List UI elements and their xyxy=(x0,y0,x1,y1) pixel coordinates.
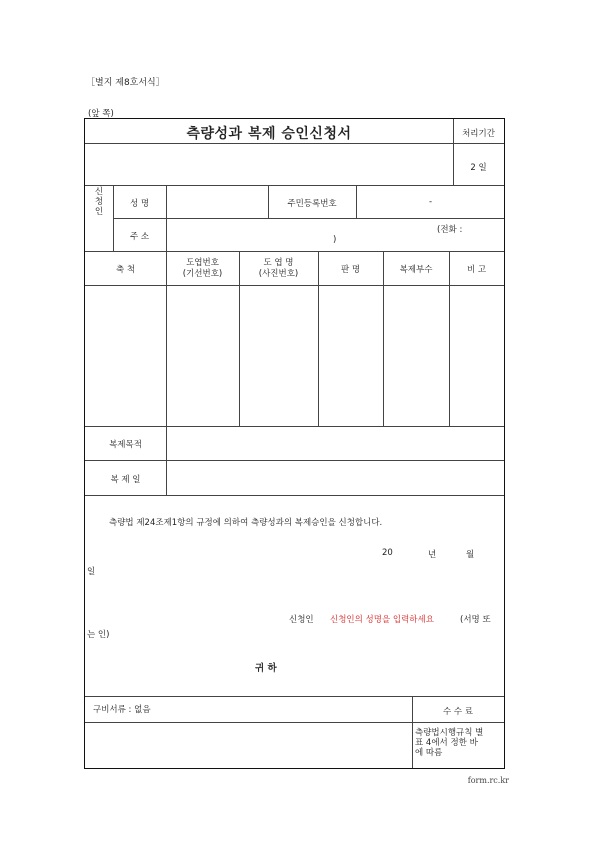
date-day-unit: 일 xyxy=(87,567,96,577)
copy-date-label: 복 제 일 xyxy=(110,475,141,485)
fee-label: 수 수 료 xyxy=(442,707,474,717)
address-label: 주 소 xyxy=(129,232,150,242)
edition-column-header: 판 명 xyxy=(340,265,361,275)
name-field[interactable] xyxy=(167,186,267,218)
sheet-name-column-header: 도 엽 명 (사진번호) xyxy=(258,258,299,279)
processing-period-value: 2 일 xyxy=(470,163,487,173)
purpose-label: 복제목적 xyxy=(109,440,142,450)
date-year: 20 xyxy=(382,548,393,558)
phone-close: ) xyxy=(333,235,337,245)
form-number-label: ［별지 제8호서식］ xyxy=(86,78,165,88)
name-label: 성 명 xyxy=(129,199,150,209)
scale-column-header: 축 척 xyxy=(115,265,136,275)
application-statement: 측량법 제24조제1항의 규정에 의하여 측량성과의 복제승인을 신청합니다. xyxy=(109,518,383,528)
signature-label: 신청인 xyxy=(289,615,314,625)
copy-date-field[interactable] xyxy=(167,461,504,495)
copies-column-header: 복제부수 xyxy=(399,265,433,275)
date-year-unit: 년 xyxy=(428,550,437,560)
signature-name-input[interactable]: 신청인의 성명을 입력하세요 xyxy=(330,615,434,625)
application-form xyxy=(84,118,505,769)
purpose-field[interactable] xyxy=(167,427,504,460)
phone-label: (전화 : xyxy=(437,225,463,235)
page-side-label: (앞 쪽) xyxy=(88,109,114,119)
recipient-label: 귀 하 xyxy=(255,663,277,674)
rrn-field[interactable]: - xyxy=(428,197,433,207)
sheet-no-column-header: 도엽번호 (기선번호) xyxy=(182,258,223,279)
remarks-column-header: 비 고 xyxy=(466,265,487,275)
signature-tail: (서명 또 xyxy=(460,615,491,625)
signature-tail-2: 는 인) xyxy=(87,630,110,640)
required-documents: 구비서류 : 없음 xyxy=(93,705,151,715)
processing-period-label: 처리기간 xyxy=(462,129,495,139)
applicant-label: 신 청 인 xyxy=(94,187,104,217)
fee-description: 측량법시행규칙 별 표 4에서 정한 바 에 따름 xyxy=(415,728,484,758)
rrn-label: 주민등록번호 xyxy=(287,199,337,209)
source-footer: form.rc.kr xyxy=(467,776,509,785)
date-month-unit: 월 xyxy=(466,550,475,560)
form-title: 측량성과 복제 승인신청서 xyxy=(186,126,352,142)
